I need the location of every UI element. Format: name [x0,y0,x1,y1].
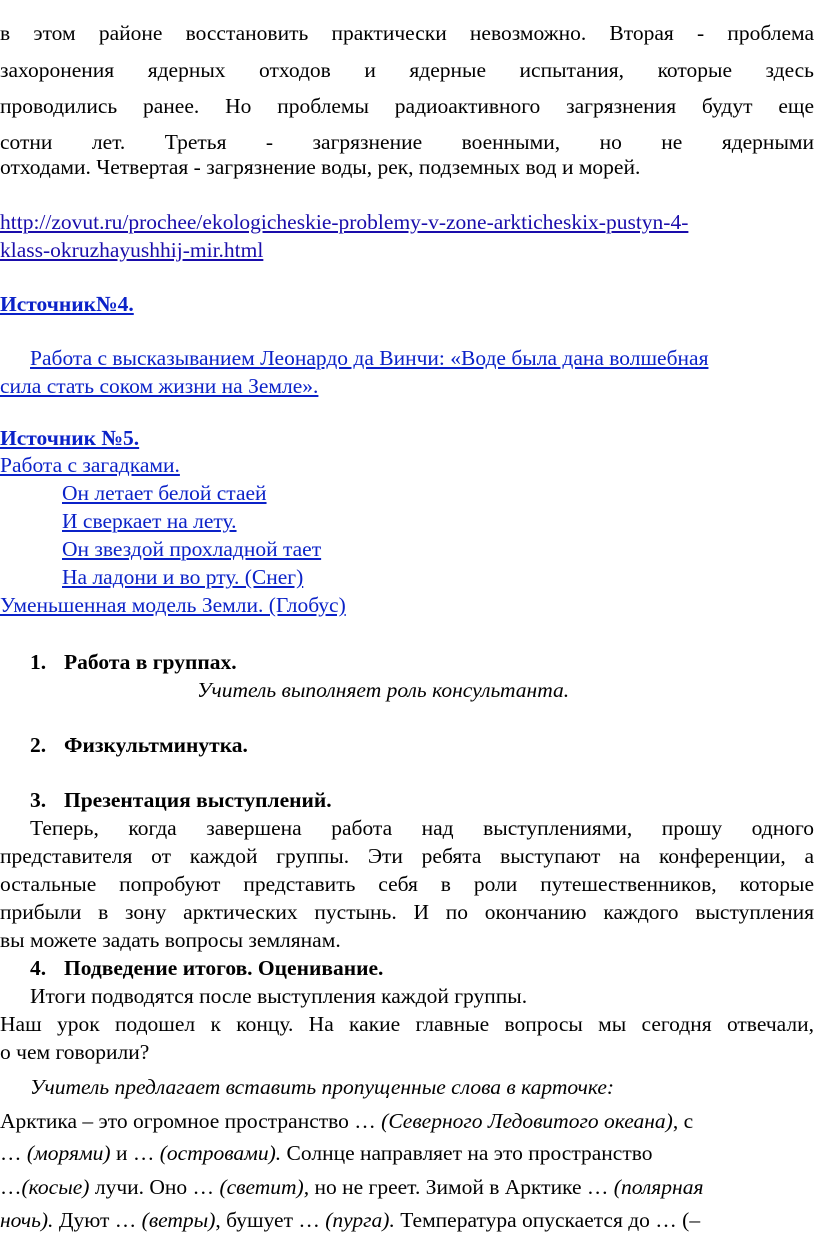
riddles-intro[interactable]: Работа с загадками. [0,453,180,477]
card-answer: (светит), [219,1175,310,1199]
source5-heading[interactable]: Источник №5. [0,426,140,450]
summary-line: Итоги подводятся после выступления каждой группы. [30,984,528,1008]
card-line-4 [0,1210,700,1232]
presentation-line: представителя от каждой группы. Эти ребята выступают на конференции, а [0,844,814,868]
step-title: Работа в группах. [64,650,237,674]
source4-text-line2[interactable]: сила стать соком жизни на Земле». [0,374,319,398]
step-number: 1. [30,650,47,674]
step-heading-4 [30,958,383,980]
summary-line: Наш урок подошел к концу. На какие главные вопросы мы сегодня отвечали, [0,1012,814,1036]
card-text: … [0,1141,27,1165]
card-text: , с [672,1109,694,1133]
summary-line: о чем говорили? [0,1040,150,1064]
step-number: 3. [30,788,47,812]
riddle-line[interactable] [0,539,321,561]
card-text: , бушует … [215,1208,326,1232]
riddle-text: Он звездой прохладной тает [62,537,322,561]
card-line-1 [0,1111,693,1133]
source4-text-line1[interactable]: Работа с высказыванием Леонардо да Винчи: «Воде была дана волшебная [30,346,709,370]
card-answer: (Северного Ледовитого океана) [381,1109,673,1133]
presentation-line: прибыли в зону арктических пустынь. И по окончанию каждого выступления [0,900,814,924]
card-line-2 [0,1143,653,1165]
card-text: но не греет. Зимой в Арктике … [309,1175,614,1199]
riddle-line[interactable] [0,567,303,589]
card-text: … [0,1175,22,1199]
paragraph-line: в этом районе восстановить практически невозможно. Вторая - проблема [0,21,814,45]
source-url-line1[interactable]: http://zovut.ru/prochee/ekologicheskie-problemy-v-zone-arkticheskix-pustyn-4- [0,210,689,234]
step-heading-2 [30,735,248,757]
riddle-line[interactable] [0,511,237,533]
step-number: 2. [30,733,47,757]
step-heading-1 [30,652,237,674]
card-text: Дуют … [53,1208,142,1232]
riddle-text: И сверкает на лету. [62,509,237,533]
source-url-line2[interactable]: klass-okruzhayushhij-mir.html [0,238,264,262]
presentation-line: вы можете задать вопросы землянам. [0,928,341,952]
source4-heading[interactable]: Источник№4. [0,292,134,316]
card-answer: (пурга). [325,1208,395,1232]
step-title: Физкультминутка. [64,733,248,757]
card-text: Температура опускается до … (– [394,1208,701,1232]
card-text: Солнце направляет на это пространство [281,1141,653,1165]
card-answer: (полярная [613,1175,704,1199]
card-line-3 [0,1177,703,1199]
step-title: Презентация выступлений. [64,788,332,812]
card-text: и … [110,1141,160,1165]
card-answer: (косые) [21,1175,90,1199]
riddle-text: Он летает белой стаей [62,481,267,505]
step1-note: Учитель выполняет роль консультанта. [197,678,570,702]
presentation-line: Теперь, когда завершена работа над выступлениями, прошу одного [30,816,814,840]
card-text: лучи. Оно … [89,1175,220,1199]
card-answer: ночь). [0,1208,54,1232]
riddle-text: На ладони и во рту. (Снег) [62,565,304,589]
paragraph-line: отходами. Четвертая - загрязнение воды, рек, подземных вод и морей. [0,155,641,179]
globe-riddle[interactable]: Уменьшенная модель Земли. (Глобус) [0,593,346,617]
presentation-line: остальные попробуют представить себя в роли путешественников, которые [0,872,814,896]
step-heading-3 [30,790,332,812]
paragraph-line: захоронения ядерных отходов и ядерные испытания, которые здесь [0,58,814,82]
card-answer: (островами). [159,1141,282,1165]
card-answer: (ветры) [141,1208,216,1232]
card-text: Арктика – это огромное пространство … [0,1109,382,1133]
paragraph-line: проводились ранее. Но проблемы радиоактивного загрязнения будут еще [0,94,814,118]
card-intro: Учитель предлагает вставить пропущенные слова в карточке: [30,1075,615,1099]
step-title: Подведение итогов. Оценивание. [64,956,384,980]
paragraph-line: сотни лет. Третья - загрязнение военными, но не ядерными [0,130,814,154]
card-answer: (морями) [26,1141,111,1165]
step-number: 4. [30,956,47,980]
riddle-line[interactable] [0,483,267,505]
